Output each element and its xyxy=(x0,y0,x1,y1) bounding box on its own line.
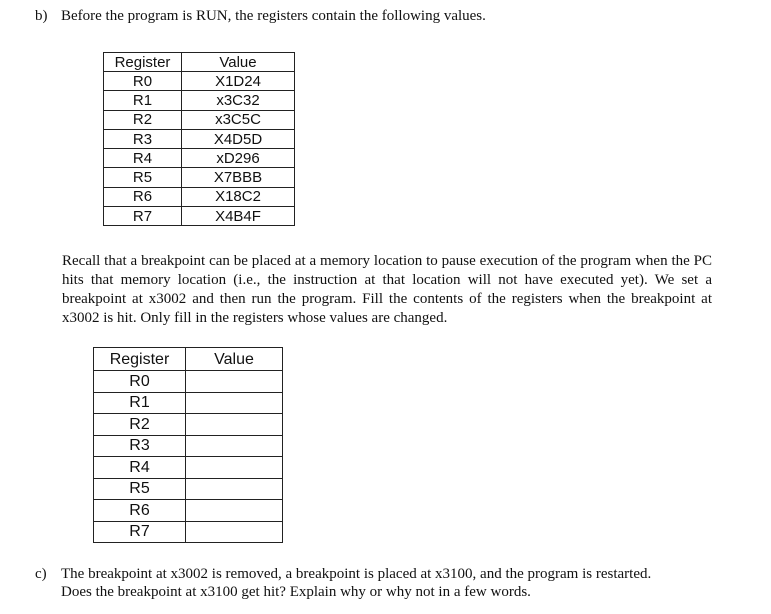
register-cell: R0 xyxy=(104,72,182,91)
part-c-line-1: The breakpoint at x3002 is removed, a breakpoint is placed at x3100, and the program is restarted. xyxy=(61,566,652,582)
breakpoint-instructions: Recall that a breakpoint can be placed at a memory location to pause execution of the program when the PC hits that memory location (i.e., the instruction at that location will not have executed yet). We set a breakpoint at x3002 and then run the program. Fill the contents of the registers when the breakpoint at x3002 is hit. Only fill in the registers whose values are changed. xyxy=(62,253,712,326)
value-input-cell[interactable] xyxy=(186,457,283,479)
table-row xyxy=(94,521,283,543)
part-c-line-2: Does the breakpoint at x3100 get hit? Explain why or why not in a few words. xyxy=(61,584,531,600)
table-row xyxy=(94,435,283,457)
register-cell: R5 xyxy=(94,478,186,500)
register-cell: R7 xyxy=(94,521,186,543)
initial-register-table xyxy=(103,52,295,226)
value-header: Value xyxy=(186,348,283,371)
fill-register-table xyxy=(93,347,283,543)
register-cell: R3 xyxy=(104,129,182,148)
value-input-cell[interactable] xyxy=(186,392,283,414)
register-cell: R1 xyxy=(94,392,186,414)
register-header: Register xyxy=(94,348,186,371)
register-cell: R2 xyxy=(94,414,186,436)
table-row xyxy=(94,371,283,393)
register-cell: R4 xyxy=(94,457,186,479)
register-cell: R1 xyxy=(104,91,182,110)
register-cell: R6 xyxy=(104,187,182,206)
table-row xyxy=(104,129,295,148)
table-row xyxy=(94,457,283,479)
table-row xyxy=(104,110,295,129)
table-header-row xyxy=(94,348,283,371)
value-cell: X18C2 xyxy=(182,187,295,206)
part-c-question xyxy=(35,565,651,583)
table-row xyxy=(94,392,283,414)
value-cell: X1D24 xyxy=(182,72,295,91)
value-header: Value xyxy=(182,53,295,72)
register-header: Register xyxy=(104,53,182,72)
part-b-text: Before the program is RUN, the registers contain the following values. xyxy=(61,8,486,24)
table-row xyxy=(94,500,283,522)
table-row xyxy=(104,168,295,187)
register-cell: R7 xyxy=(104,207,182,226)
value-cell: x3C32 xyxy=(182,91,295,110)
table-row xyxy=(104,207,295,226)
table-row xyxy=(104,187,295,206)
table-row xyxy=(104,91,295,110)
value-cell: xD296 xyxy=(182,149,295,168)
value-input-cell[interactable] xyxy=(186,478,283,500)
register-cell: R3 xyxy=(94,435,186,457)
value-cell: X4D5D xyxy=(182,129,295,148)
part-b-label: b) xyxy=(35,8,48,24)
value-input-cell[interactable] xyxy=(186,371,283,393)
value-input-cell[interactable] xyxy=(186,435,283,457)
register-cell: R2 xyxy=(104,110,182,129)
value-input-cell[interactable] xyxy=(186,521,283,543)
table-row xyxy=(94,414,283,436)
table-header-row xyxy=(104,53,295,72)
register-cell: R4 xyxy=(104,149,182,168)
register-cell: R5 xyxy=(104,168,182,187)
table-row xyxy=(104,72,295,91)
value-input-cell[interactable] xyxy=(186,414,283,436)
register-cell: R0 xyxy=(94,371,186,393)
part-b-question xyxy=(35,7,486,25)
value-cell: X4B4F xyxy=(182,207,295,226)
register-cell: R6 xyxy=(94,500,186,522)
value-cell: X7BBB xyxy=(182,168,295,187)
table-row xyxy=(94,478,283,500)
table-row xyxy=(104,149,295,168)
value-input-cell[interactable] xyxy=(186,500,283,522)
value-cell: x3C5C xyxy=(182,110,295,129)
part-c-label: c) xyxy=(35,566,47,582)
